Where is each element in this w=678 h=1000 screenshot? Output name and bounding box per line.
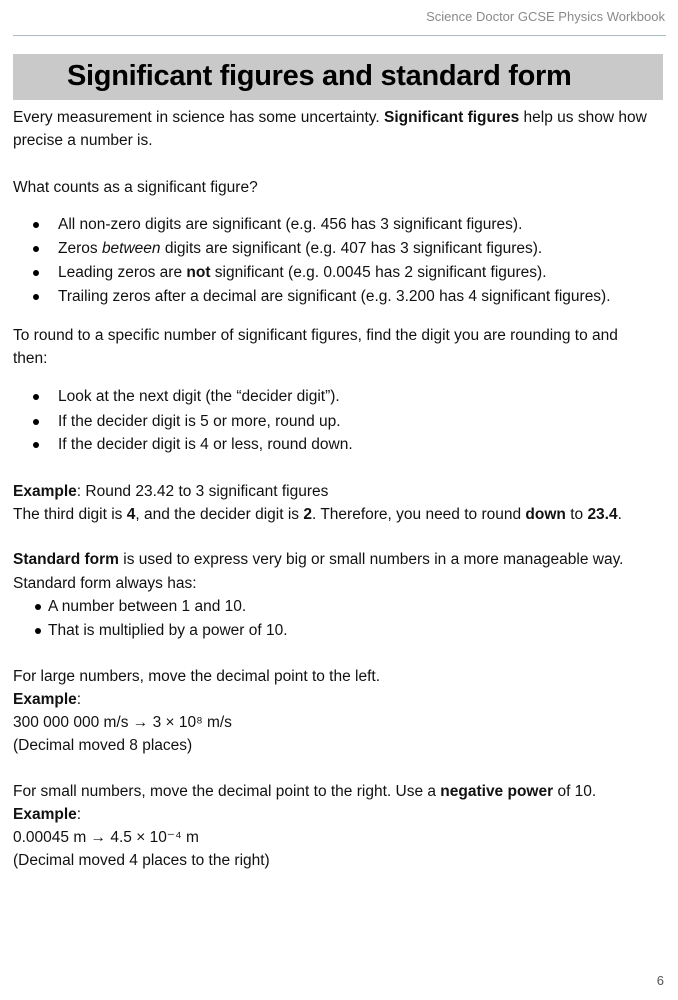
example-text: , and the decider digit is (135, 506, 304, 523)
rounding-intro-line-2: then: (13, 350, 48, 367)
example-emphasis: down (525, 506, 566, 523)
large-numbers-conversion: 300 000 000 m/s → 3 × 10⁸ m/s (13, 714, 232, 731)
bullet-icon (33, 246, 39, 252)
intro-text: help us show how (519, 109, 647, 126)
rule-text: Zeros (58, 240, 102, 257)
rounding-intro-line-1: To round to a specific number of significant figures, find the digit you are rounding to and (13, 327, 618, 344)
standard-form-line-2: Standard form always has: (13, 575, 197, 592)
example-label: Example (13, 806, 77, 823)
large-numbers-line: For large numbers, move the decimal point to the left. (13, 668, 381, 685)
small-numbers-text: of 10. (553, 783, 597, 800)
example-emphasis: 23.4 (587, 506, 618, 523)
sigfig-rule (58, 263, 547, 283)
rounding-step: If the decider digit is 5 or more, round up. (58, 413, 341, 430)
example-text: to (565, 506, 588, 523)
title-banner (13, 54, 663, 100)
standard-form-line-1 (13, 550, 624, 570)
rounding-step: Look at the next digit (the “decider digit”). (58, 388, 340, 405)
page-number: 6 (656, 973, 664, 988)
rule-emphasis: not (186, 264, 211, 281)
intro-line-1 (13, 108, 647, 128)
rounding-step: If the decider digit is 4 or less, round down. (58, 436, 353, 453)
standard-form-point: A number between 1 and 10. (48, 598, 247, 615)
bullet-icon (33, 442, 39, 448)
header-divider (13, 35, 666, 36)
example-label: Example (13, 483, 77, 500)
rule-emphasis: between (101, 240, 161, 257)
example-emphasis: 2 (303, 506, 312, 523)
small-numbers-emphasis: negative power (440, 783, 554, 800)
example-colon: : (76, 806, 82, 823)
rule-text: Leading zeros are (58, 264, 187, 281)
running-header: Science Doctor GCSE Physics Workbook (426, 9, 665, 24)
large-numbers-example-label (13, 690, 81, 710)
small-numbers-note: (Decimal moved 4 places to the right) (13, 852, 270, 869)
small-numbers-example-label (13, 805, 81, 825)
sigfig-rule: Trailing zeros after a decimal are significant (e.g. 3.200 has 4 significant figures). (58, 288, 611, 305)
sigfig-rule (58, 239, 542, 259)
page-title: Significant figures and standard form (67, 60, 572, 92)
intro-emphasis: Significant figures (384, 109, 520, 126)
standard-form-text: is used to express very big or small numbers in a more manageable way. (118, 551, 624, 568)
small-numbers-text: For small numbers, move the decimal point to the right. Use a (13, 783, 441, 800)
bullet-icon (35, 628, 41, 634)
sigfig-question: What counts as a significant figure? (13, 179, 258, 196)
example-text: The third digit is (13, 506, 127, 523)
bullet-icon (33, 222, 39, 228)
example1-line-2 (13, 505, 622, 525)
large-numbers-note: (Decimal moved 8 places) (13, 737, 193, 754)
standard-form-term: Standard form (13, 551, 119, 568)
example-colon: : (76, 691, 82, 708)
bullet-icon (33, 419, 39, 425)
rule-text: significant (e.g. 0.0045 has 2 significant figures). (210, 264, 547, 281)
sigfig-rule: All non-zero digits are significant (e.g. 456 has 3 significant figures). (58, 216, 523, 233)
standard-form-point: That is multiplied by a power of 10. (48, 622, 288, 639)
intro-line-2: precise a number is. (13, 132, 153, 149)
bullet-icon (33, 394, 39, 400)
example-text: . (617, 506, 622, 523)
example-label: Example (13, 691, 77, 708)
rule-text: digits are significant (e.g. 407 has 3 significant figures). (160, 240, 543, 257)
example-emphasis: 4 (126, 506, 136, 523)
bullet-icon (35, 604, 41, 610)
example-text: : Round 23.42 to 3 significant figures (76, 483, 329, 500)
bullet-icon (33, 294, 39, 300)
bullet-icon (33, 270, 39, 276)
small-numbers-line (13, 782, 596, 802)
small-numbers-conversion: 0.00045 m → 4.5 × 10⁻⁴ m (13, 829, 199, 846)
example-text: . Therefore, you need to round (312, 506, 526, 523)
intro-text: Every measurement in science has some uncertainty. (13, 109, 385, 126)
example1-line-1 (13, 482, 328, 502)
